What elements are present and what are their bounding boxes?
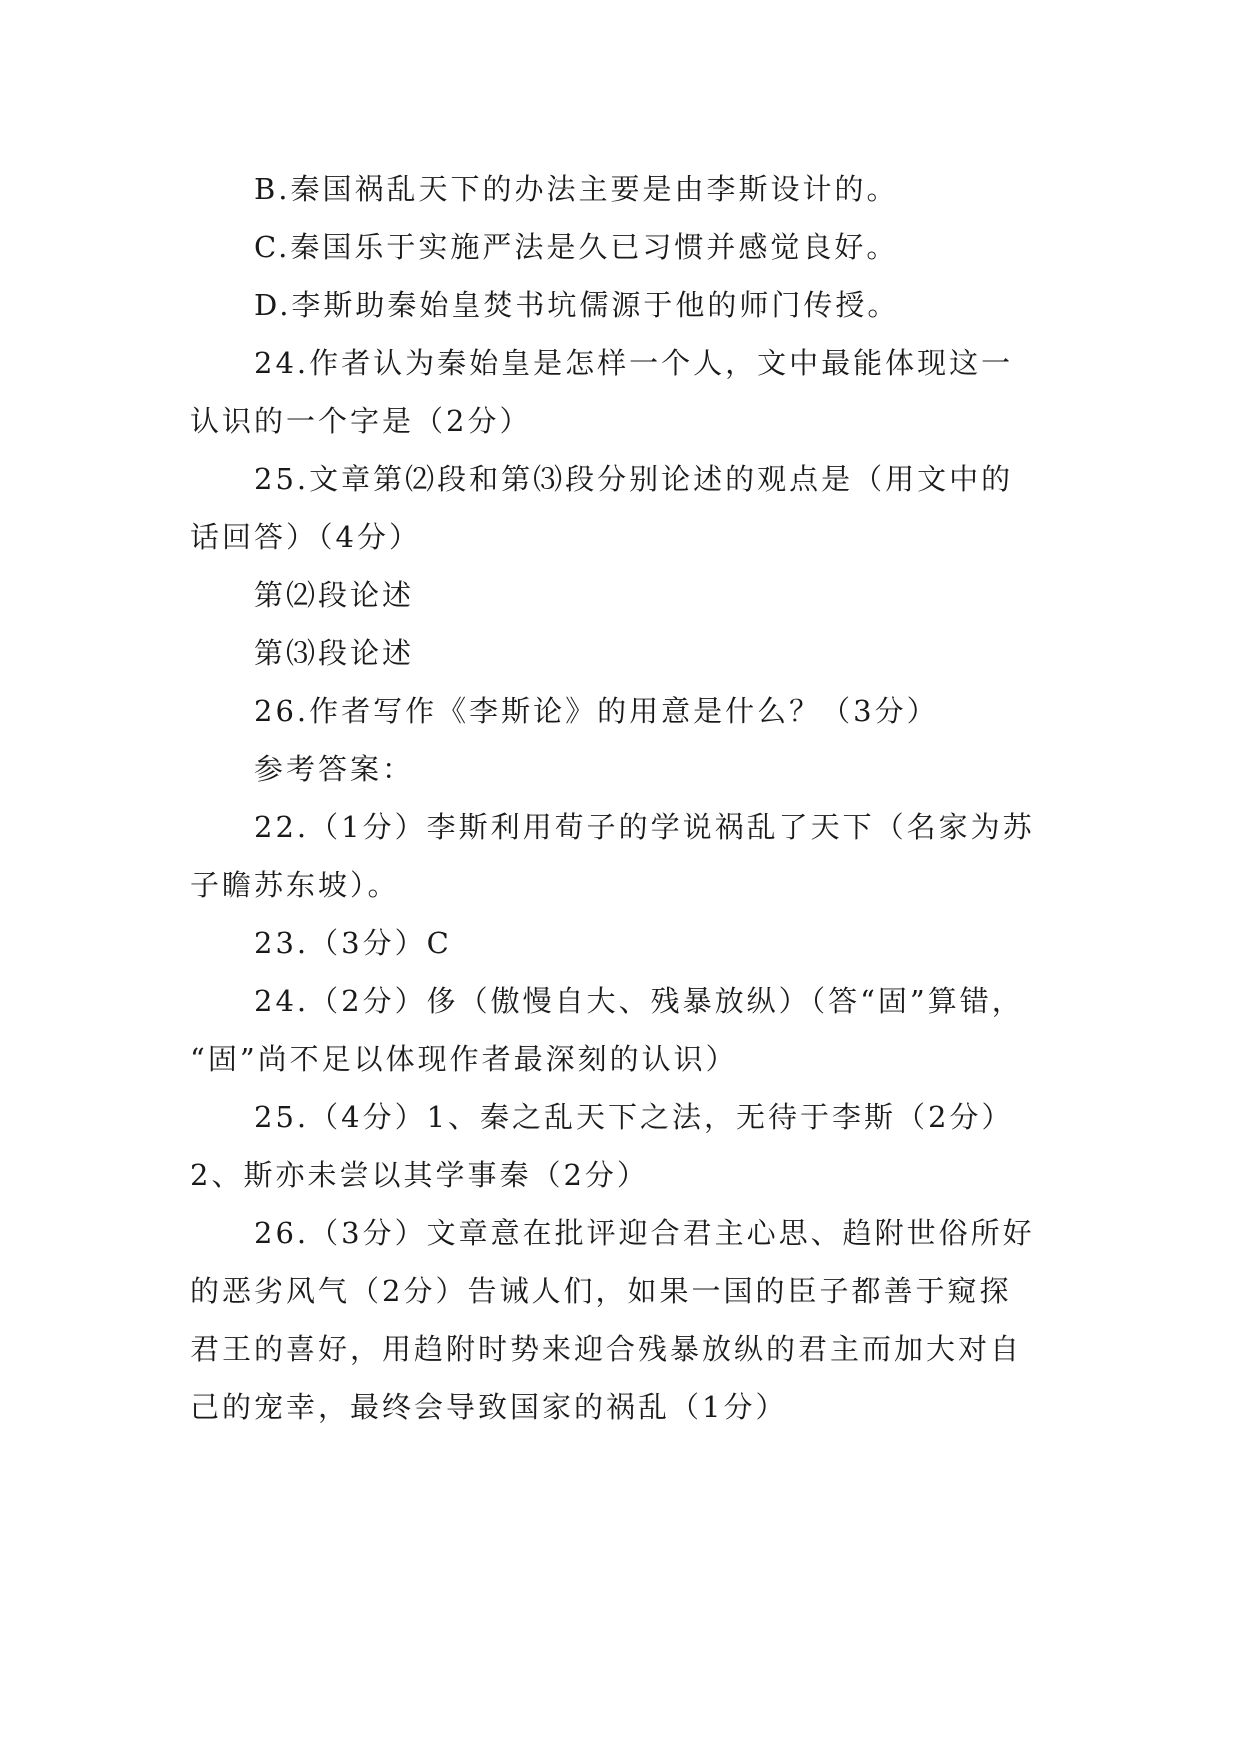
text-line: 24.作者认为秦始皇是怎样一个人，文中最能体现这一 [254,346,1014,380]
text-line: 第⑵段论述 [254,578,415,612]
text-line: 2、斯亦未尝以其学事秦（2分） [190,1158,649,1192]
text-line: 第⑶段论述 [254,636,415,670]
text-line: 26.（3分）文章意在批评迎合君主心思、趋附世俗所好 [254,1216,1035,1250]
text-line: 认识的一个字是（2分） [190,404,532,438]
text-line: C.秦国乐于实施严法是久已习惯并感觉良好。 [254,230,899,264]
text-line: 25.（4分）1、秦之乱天下之法，无待于李斯（2分） [254,1100,1014,1134]
text-line: 26.作者写作《李斯论》的用意是什么？（3分） [254,694,939,728]
text-line: 24.（2分）侈（傲慢自大、残暴放纵）（答“固”算错， [254,984,1024,1018]
text-line: 君王的喜好，用趋附时势来迎合残暴放纵的君主而加大对自 [190,1332,1023,1366]
text-line: “固”尚不足以体现作者最深刻的认识） [190,1042,738,1076]
text-line: B.秦国祸乱天下的办法主要是由李斯设计的。 [254,172,899,206]
text-line: 己的宠幸，最终会导致国家的祸乱（1分） [190,1390,788,1424]
text-line: D.李斯助秦始皇焚书坑儒源于他的师门传授。 [254,288,900,322]
text-line: 子瞻苏东坡）。 [190,868,400,902]
text-line: 23.（3分）C [254,926,452,960]
text-line: 22.（1分）李斯利用荀子的学说祸乱了天下（名家为苏 [254,810,1035,844]
document-body [190,160,1050,1436]
text-line: 参考答案： [254,752,415,786]
text-line: 话回答）（4分） [190,520,421,554]
text-line: 的恶劣风气（2分）告诫人们，如果一国的臣子都善于窥探 [190,1274,1012,1308]
text-line: 25.文章第⑵段和第⑶段分别论述的观点是（用文中的 [254,462,1014,496]
